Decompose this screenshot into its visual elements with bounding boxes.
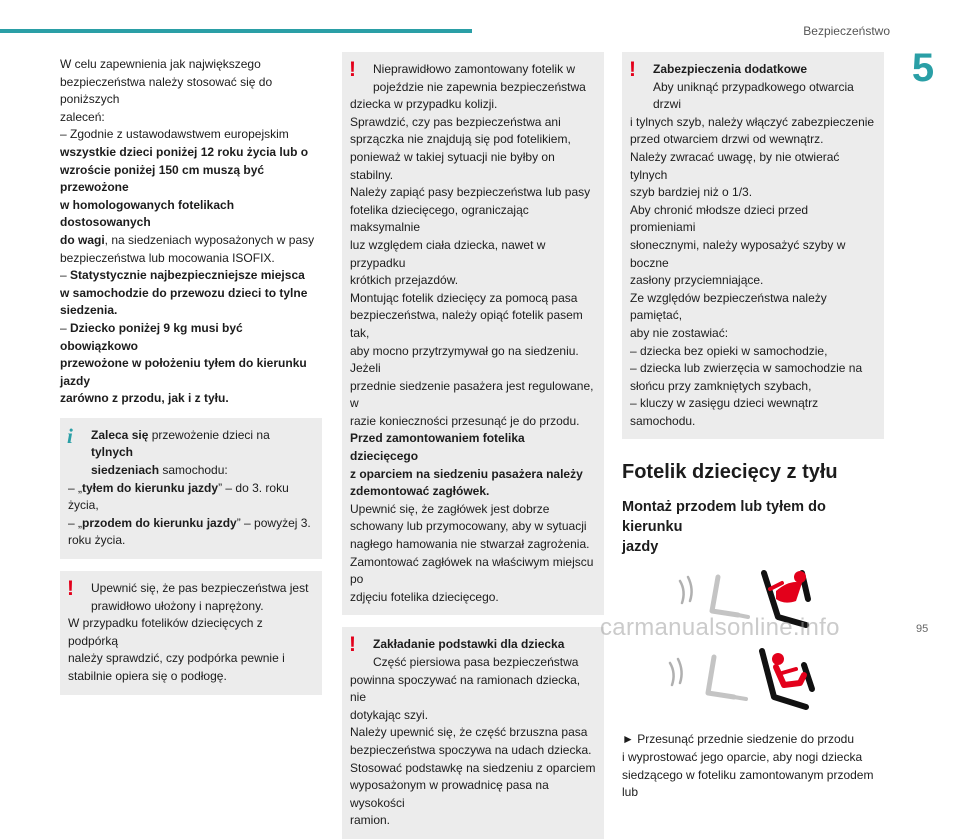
info-icon: i <box>67 423 73 448</box>
info-text: – „ <box>68 480 83 495</box>
info-emphasis: Zaleca się <box>91 427 149 442</box>
list-item-text: – Zgodnie z ustawodawstwem europejskim <box>60 127 289 142</box>
warning-head: Aby uniknąć przypadkowego otwarcia drzwi <box>653 79 854 112</box>
warning-icon: ! <box>349 58 356 81</box>
info-text: – „ <box>68 515 83 530</box>
warning-head: Upewnić się, że pas bezpieczeństwa jest prawidłowo ułożony i naprężony. <box>91 581 309 613</box>
list-item-bold: Dziecko poniżej 9 kg musi być obowiązkowo przewożone w położeniu tyłem do kierunku jazdy zarówno z przodu, jak i z tyłu. <box>60 320 307 406</box>
warning-head: Część piersiowa pasa bezpieczeństwa <box>373 655 579 669</box>
page-number: 95 <box>916 623 929 635</box>
vehicle-seat-icon <box>668 651 754 715</box>
warning-icon: ! <box>349 633 356 657</box>
info-text: ” – do 3. roku życia, <box>68 480 289 513</box>
column-1 <box>60 56 322 695</box>
list-item <box>60 126 322 267</box>
warning-icon: ! <box>67 577 74 601</box>
info-list-item <box>68 515 314 550</box>
warning-body: powinna spoczywać na ramionach dziecka, nie dotykając szyi. Należy upewnić się, że część brzuszna pasa bezpieczeństwa spoczywa na udach dziecka. Stosować podstawkę na siedzeniu z oparciem wyposażonym w prowadnicę pasa na wysokości ramion. <box>350 672 596 828</box>
info-emphasis: przodem do kierunku jazdy <box>82 515 237 530</box>
section-heading: Fotelik dziecięcy z tyłu <box>622 461 838 484</box>
watermark: carmanualsonline.info <box>600 614 840 641</box>
list-item-bold: wszystkie dzieci poniżej 12 roku życia lub o wzroście poniżej 150 cm muszą być przewożone w homologowanych fotelikach dostosowanych do wagi <box>60 144 309 247</box>
warning-head: Nieprawidłowo zamontowany fotelik w pojeździe nie zapewnia bezpieczeństwa <box>373 62 586 94</box>
subsection-heading: Montaż przodem lub tyłem do kierunku jazdy <box>622 499 826 556</box>
warning-body: W przypadku fotelików dziecięcych z podpórką należy sprawdzić, czy podpórka pewnie i stabilnie opiera się o podłogę. <box>68 616 285 683</box>
info-box-text <box>67 423 314 480</box>
list-dash: – <box>60 268 71 283</box>
warning-body: Upewnić się, że zagłówek jest dobrze schowany lub przymocowany, aby w sytuacji nagłego hamowania nie stwarzał zagrożenia. Zamontować zagłówek na właściwym miejscu po zdjęciu fotelika dziecięcego. <box>350 501 594 604</box>
intro-text: W celu zapewnienia jak największego bezpieczeństwa należy stosować się do poniższych zaleceń: <box>60 57 273 124</box>
forward-facing-seat-icon <box>754 645 820 717</box>
section-title: Bezpieczeństwo <box>803 24 890 38</box>
warning-title: Zabezpieczenia dodatkowe <box>653 62 808 76</box>
header-accent-bar <box>0 29 472 33</box>
warning-box <box>342 627 604 839</box>
warning-box <box>60 571 322 695</box>
list-item <box>60 320 322 408</box>
warning-icon: ! <box>629 58 636 81</box>
warning-body: i tylnych szyb, należy włączyć zabezpieczenie przed otwarciem drzwi od wewnątrz. Należy zwracać uwagę, by nie otwierać tylnych szyb bardziej niż o 1/3. Aby chronić młodsze dzieci przed promieniami słonecznymi, należy wyposażyć szyby w boczne zasłony przyciemniające. Ze względów bezpieczeństwa należy pamiętać, aby nie zostawiać: – dziecka bez opieki w samochodzie, – dziecka lub zwierzęcia w samochodzie na słońcu przy zamkniętych szybach, – kluczy w zasięgu dzieci wewnątrz samochodu. <box>630 114 875 428</box>
warning-body: dziecka w przypadku kolizji. Sprawdzić, czy pas bezpieczeństwa ani sprzączka nie znajdują się pod fotelikiem, ponieważ w takiej sytuacji nie byłby on stabilny. Należy zapiąć pasy bezpieczeństwa lub pasy fotelika dziecięcego, ograniczając maksymalnie luz względem ciała dziecka, nawet w przypadku krótkich przejazdów. Montując fotelik dziecięcy za pomocą pasa bezpieczeństwa, należy opiąć fotelik pasem tak, aby mocno przytrzymywał go na siedzeniu. Jeżeli przednie siedzenie pasażera jest regulowane, w razie konieczności przesunąć je do przodu. <box>350 97 594 428</box>
info-text: przewożenie dzieci na <box>148 427 270 442</box>
list-item-text: , na siedzeniach wyposażonych w pasy bezpieczeństwa lub mocowania ISOFIX. <box>60 232 315 265</box>
warning-box <box>342 52 604 615</box>
column-2 <box>342 56 604 839</box>
info-list-item <box>68 480 314 515</box>
warning-box <box>622 52 884 439</box>
column-3 <box>622 56 884 802</box>
info-text: ” – powyżej 3. roku życia. <box>68 515 311 548</box>
chapter-number: 5 <box>911 46 935 90</box>
info-emphasis: tyłem do kierunku jazdy <box>82 480 219 495</box>
child-seat-figure <box>622 565 884 733</box>
info-emphasis: tylnych siedzeniach <box>91 445 160 478</box>
list-item <box>60 267 322 320</box>
list-dash: – <box>60 320 71 335</box>
warning-emphasis: Przed zamontowaniem fotelika dziecięcego z oparciem na siedzeniu pasażera należy zdemontować zagłówek. <box>350 431 583 499</box>
chapter-tab <box>903 42 960 94</box>
list-item-bold: Statystycznie najbezpieczniejsze miejsca w samochodzie do przewozu dzieci to tylne siedzenia. <box>60 268 308 318</box>
info-text: samochodu: <box>159 463 228 478</box>
warning-title: Zakładanie podstawki dla dziecka <box>373 637 565 652</box>
info-box <box>60 418 322 559</box>
instruction-step: ► Przesunąć przednie siedzenie do przodu i wyprostować jego oparcie, aby nogi dziecka siedzącego w foteliku zamontowanym przodem lub <box>622 732 874 800</box>
